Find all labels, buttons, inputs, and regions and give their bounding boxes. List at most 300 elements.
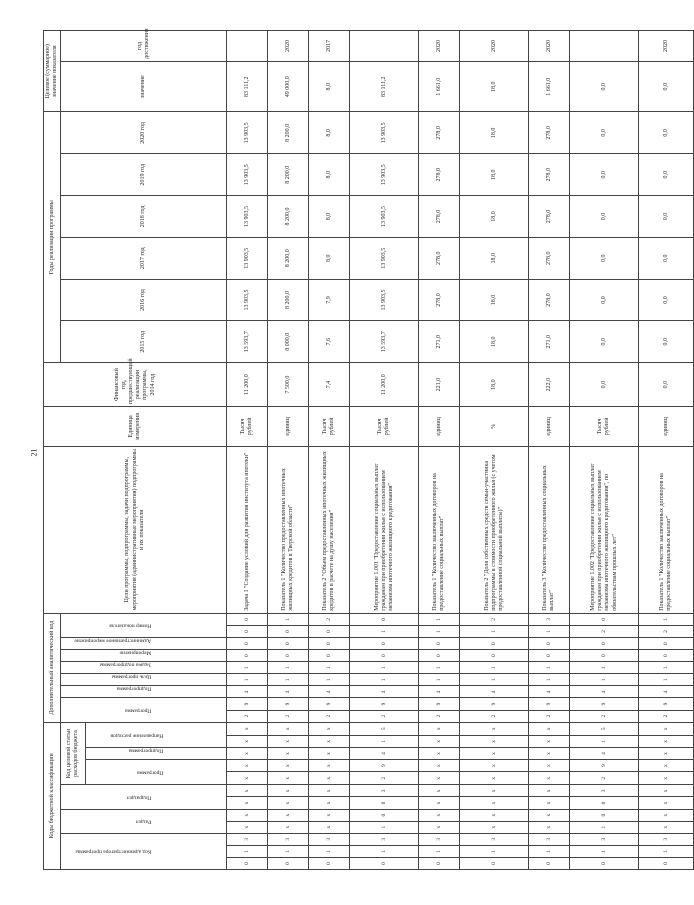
unit-cell: единиц bbox=[639, 407, 694, 447]
year-value-cell: 18,0 bbox=[460, 196, 529, 238]
code-cell: 0 bbox=[460, 638, 529, 650]
target-year-cell: 2020 bbox=[268, 31, 309, 62]
code-cell: x bbox=[419, 772, 460, 785]
code-cell: 3 bbox=[529, 833, 570, 845]
code-cell: 1 bbox=[350, 735, 419, 747]
code-cell: 2 bbox=[350, 710, 419, 722]
target-year-cell: 2020 bbox=[419, 31, 460, 62]
year-value-cell: 8,0 bbox=[309, 112, 350, 154]
code-cell: 0 bbox=[309, 650, 350, 662]
code-cell: 1 bbox=[309, 845, 350, 857]
target-value-cell: 18,0 bbox=[460, 61, 529, 112]
code-cell: 0 bbox=[570, 613, 639, 625]
extra-code-header: Дополнительный аналитический код bbox=[44, 613, 61, 722]
target-year-cell: 2020 bbox=[460, 31, 529, 62]
code-cell: 4 bbox=[350, 686, 419, 698]
year-value-cell: 18,0 bbox=[460, 237, 529, 279]
code-cell: 0 bbox=[529, 638, 570, 650]
code-cell: 9 bbox=[529, 698, 570, 710]
code-cell: 0 bbox=[268, 857, 309, 869]
code-cell: 1 bbox=[460, 674, 529, 686]
code-cell: 2 bbox=[639, 625, 694, 637]
period-header: Годы реализации программы bbox=[44, 112, 61, 363]
year-value-cell: 8 200,0 bbox=[268, 237, 309, 279]
target-value-cell: 1 661,0 bbox=[419, 61, 460, 112]
code-cell: x bbox=[309, 797, 350, 809]
code-cell: 0 bbox=[227, 613, 268, 625]
code-cell: 1 bbox=[268, 845, 309, 857]
code-cell: 1 bbox=[529, 674, 570, 686]
code-cell: 1 bbox=[227, 845, 268, 857]
target-article-header: Код целевой статьи расходов бюджета bbox=[61, 722, 86, 785]
year-value-cell: 13 903,5 bbox=[227, 279, 268, 321]
year-value-cell: 8 000,0 bbox=[268, 321, 309, 363]
code-cell: x bbox=[529, 772, 570, 785]
code-cell: x bbox=[460, 785, 529, 797]
code-cell: x bbox=[529, 797, 570, 809]
year-value-cell: 18,0 bbox=[460, 154, 529, 196]
year-2019-header: 2019 год bbox=[61, 154, 227, 196]
code-cell: 0 bbox=[570, 857, 639, 869]
year-value-cell: 278,0 bbox=[529, 237, 570, 279]
code-cell: 1 bbox=[419, 625, 460, 637]
header-row-1 bbox=[44, 31, 61, 870]
code-cell: x bbox=[529, 722, 570, 735]
code-cell: 3 bbox=[460, 833, 529, 845]
code-cell: x bbox=[529, 735, 570, 747]
table-row bbox=[529, 31, 570, 870]
code-cell: x bbox=[639, 785, 694, 797]
code-cell: 4 bbox=[227, 686, 268, 698]
expense-direction-header: Направление расходов bbox=[86, 722, 227, 747]
year-value-cell: 13 593,7 bbox=[227, 321, 268, 363]
code-cell: 1 bbox=[350, 625, 419, 637]
subprogram-header: Подпрограмма bbox=[86, 747, 227, 759]
code-cell: x bbox=[460, 821, 529, 833]
name-header: Цели программы, подпрограммы, задачи подпрограммы, мероприятия (административные мероприятия) подпрограммы и их показатели bbox=[44, 446, 227, 613]
code-cell: x bbox=[460, 809, 529, 821]
code-cell: 0 bbox=[350, 613, 419, 625]
year-value-cell: 278,0 bbox=[419, 154, 460, 196]
year-value-cell: 13 903,5 bbox=[350, 279, 419, 321]
code-cell: x bbox=[639, 747, 694, 759]
code-cell: x bbox=[227, 809, 268, 821]
code-cell: 1 bbox=[227, 674, 268, 686]
code-cell: 0 bbox=[570, 809, 639, 821]
code-cell: x bbox=[419, 722, 460, 735]
year-value-cell: 0,0 bbox=[570, 154, 639, 196]
code-cell: x bbox=[529, 809, 570, 821]
year-value-cell: 278,0 bbox=[529, 154, 570, 196]
year-value-cell: 0,0 bbox=[570, 196, 639, 238]
year-value-cell: 8 200,0 bbox=[268, 112, 309, 154]
code-cell: x bbox=[529, 747, 570, 759]
code-cell: 1 bbox=[268, 662, 309, 674]
subprogram-task-header: Задача подпрограммы bbox=[61, 662, 227, 674]
target-value-cell: 0,0 bbox=[570, 61, 639, 112]
code-cell: 1 bbox=[570, 821, 639, 833]
code-cell: x bbox=[460, 760, 529, 772]
code-cell: 0 bbox=[350, 797, 419, 809]
year-value-cell: 13 903,5 bbox=[227, 112, 268, 154]
code-cell: 0 bbox=[529, 650, 570, 662]
item-name-cell: Задача 1 "Создание условий для развития института ипотеки" bbox=[227, 446, 268, 613]
code-cell: 9 bbox=[639, 698, 694, 710]
base-year-cell: 221,0 bbox=[419, 363, 460, 407]
code-cell: 2 bbox=[309, 613, 350, 625]
unit-cell: Тысяч рублей bbox=[309, 407, 350, 447]
code-cell: x bbox=[419, 760, 460, 772]
year-value-cell: 278,0 bbox=[419, 196, 460, 238]
code-cell: 2 bbox=[227, 710, 268, 722]
page-number: 21 bbox=[29, 448, 39, 457]
year-2018-header: 2018 год bbox=[61, 196, 227, 238]
program-indicators-table bbox=[43, 30, 694, 870]
item-name-cell: Показатель 2 "Объем предоставленных ипотечных жилищных кредитов в расчете на душу населения" bbox=[309, 446, 350, 613]
code-cell: x bbox=[268, 747, 309, 759]
code-cell: x bbox=[227, 797, 268, 809]
table-row bbox=[460, 31, 529, 870]
table-row bbox=[419, 31, 460, 870]
code-cell: 4 bbox=[268, 686, 309, 698]
base-year-cell: 0,0 bbox=[639, 363, 694, 407]
year-value-cell: 18,0 bbox=[460, 112, 529, 154]
code-cell: x bbox=[227, 772, 268, 785]
code-cell: 0 bbox=[419, 650, 460, 662]
code-cell: 1 bbox=[460, 662, 529, 674]
code-cell: x bbox=[268, 760, 309, 772]
code-cell: x bbox=[309, 735, 350, 747]
code-cell: x bbox=[268, 797, 309, 809]
target-header: Целевое (суммарное) значение показателя bbox=[44, 31, 61, 113]
code-cell: 0 bbox=[350, 650, 419, 662]
target-value-cell: 49 000,0 bbox=[268, 61, 309, 112]
target-year-cell: 2020 bbox=[639, 31, 694, 62]
code-cell: 0 bbox=[419, 638, 460, 650]
code-cell: x bbox=[268, 809, 309, 821]
code-cell: 0 bbox=[529, 857, 570, 869]
target-year-header: год достижения bbox=[61, 31, 227, 62]
item-name-cell: Показатель 1 "Количество предоставленных ипотечных жилищных кредитов в Тверской области" bbox=[268, 446, 309, 613]
extra-program-header: Программа bbox=[61, 698, 227, 722]
code-cell: 3 bbox=[570, 833, 639, 845]
year-value-cell: 278,0 bbox=[419, 112, 460, 154]
year-value-cell: 7,6 bbox=[309, 321, 350, 363]
fin-year-header: Финансовый год, предшествующий реализации программы, 2014 год bbox=[44, 363, 227, 407]
code-cell: 0 bbox=[227, 857, 268, 869]
code-cell: 0 bbox=[309, 638, 350, 650]
year-value-cell: 271,0 bbox=[419, 321, 460, 363]
code-cell: 0 bbox=[419, 857, 460, 869]
table-row bbox=[570, 31, 639, 870]
target-year-cell bbox=[227, 31, 268, 62]
code-cell: 2 bbox=[570, 625, 639, 637]
code-cell: x bbox=[529, 821, 570, 833]
budget-codes-header: Коды бюджетной классификации bbox=[44, 722, 61, 869]
code-cell: 0 bbox=[639, 638, 694, 650]
code-cell: 1 bbox=[419, 613, 460, 625]
code-cell: x bbox=[419, 747, 460, 759]
code-cell: x bbox=[639, 797, 694, 809]
code-cell: 1 bbox=[419, 674, 460, 686]
item-name-cell: Мероприятие 1.002 "Предоставление социальных выплат гражданам при приобретении жилья с использованием механизма ипотечного жилищного кредитования", по обязательствам прошлых лет" bbox=[570, 446, 639, 613]
item-name-cell: Мероприятие 1.001 "Предоставление социальных выплат гражданам при приобретении жилья с использованием механизма ипотечного жилищного кредитования" bbox=[350, 446, 419, 613]
code-cell: x bbox=[268, 772, 309, 785]
code-cell: x bbox=[227, 760, 268, 772]
code-cell: x bbox=[309, 772, 350, 785]
code-cell: 1 bbox=[460, 845, 529, 857]
code-cell: 9 bbox=[268, 698, 309, 710]
code-cell: 3 bbox=[350, 833, 419, 845]
code-cell: 1 bbox=[639, 613, 694, 625]
year-value-cell: 13 903,5 bbox=[227, 196, 268, 238]
code-cell: 4 bbox=[419, 686, 460, 698]
code-cell: x bbox=[639, 821, 694, 833]
code-cell: x bbox=[419, 735, 460, 747]
code-cell: 2 bbox=[529, 710, 570, 722]
unit-cell: % bbox=[460, 407, 529, 447]
subsection-header: Подраздел bbox=[61, 785, 227, 809]
code-cell: 1 bbox=[350, 845, 419, 857]
code-cell: x bbox=[227, 735, 268, 747]
code-cell: 1 bbox=[309, 674, 350, 686]
code-cell: 0 bbox=[268, 625, 309, 637]
code-cell: x bbox=[268, 821, 309, 833]
target-value-cell: 0,0 bbox=[639, 61, 694, 112]
item-name-cell: Показатель 1 "Количество заключенных договоров на предоставление социальных выплат" bbox=[639, 446, 694, 613]
code-cell: x bbox=[460, 747, 529, 759]
year-value-cell: 0,0 bbox=[570, 112, 639, 154]
code-cell: 4 bbox=[639, 686, 694, 698]
code-cell: 1 bbox=[639, 845, 694, 857]
code-cell: 9 bbox=[419, 698, 460, 710]
year-value-cell: 278,0 bbox=[419, 279, 460, 321]
year-value-cell: 8 200,0 bbox=[268, 154, 309, 196]
year-2016-header: 2016 год bbox=[61, 279, 227, 321]
item-name-cell: Показатель 3 "Количество предоставленных социальных выплат" bbox=[529, 446, 570, 613]
code-cell: 2 bbox=[419, 710, 460, 722]
code-cell: 1 bbox=[460, 625, 529, 637]
year-value-cell: 8,0 bbox=[309, 237, 350, 279]
code-cell: 1 bbox=[350, 674, 419, 686]
year-value-cell: 0,0 bbox=[570, 321, 639, 363]
code-cell: 1 bbox=[309, 662, 350, 674]
unit-cell: единиц bbox=[529, 407, 570, 447]
target-value-cell: 83 111,2 bbox=[350, 61, 419, 112]
year-value-cell: 278,0 bbox=[529, 279, 570, 321]
year-value-cell: 13 903,5 bbox=[350, 196, 419, 238]
code-cell: 2 bbox=[309, 710, 350, 722]
year-2015-header: 2015 год bbox=[61, 321, 227, 363]
code-cell: 3 bbox=[309, 833, 350, 845]
code-cell: 3 bbox=[350, 785, 419, 797]
year-value-cell: 0,0 bbox=[639, 196, 694, 238]
code-cell: 0 bbox=[350, 809, 419, 821]
year-value-cell: 18,0 bbox=[460, 279, 529, 321]
code-cell: x bbox=[227, 821, 268, 833]
code-cell: 9 bbox=[350, 698, 419, 710]
code-cell: 1 bbox=[570, 662, 639, 674]
table-row bbox=[309, 31, 350, 870]
code-cell: 1 bbox=[570, 674, 639, 686]
code-cell: 3 bbox=[570, 785, 639, 797]
code-cell: 2 bbox=[460, 710, 529, 722]
code-cell: x bbox=[309, 809, 350, 821]
code-cell: x bbox=[227, 785, 268, 797]
base-year-cell: 18,0 bbox=[460, 363, 529, 407]
year-value-cell: 278,0 bbox=[529, 112, 570, 154]
code-cell: 1 bbox=[639, 674, 694, 686]
year-value-cell: 278,0 bbox=[529, 196, 570, 238]
code-cell: 4 bbox=[529, 686, 570, 698]
code-cell: x bbox=[227, 747, 268, 759]
year-value-cell: 0,0 bbox=[639, 154, 694, 196]
table-row bbox=[639, 31, 694, 870]
code-cell: x bbox=[639, 809, 694, 821]
code-cell: 9 bbox=[570, 760, 639, 772]
year-value-cell: 0,0 bbox=[570, 237, 639, 279]
code-cell: x bbox=[268, 722, 309, 735]
unit-cell: Тысяч рублей bbox=[350, 407, 419, 447]
code-cell: 1 bbox=[639, 662, 694, 674]
code-cell: 2 bbox=[570, 710, 639, 722]
target-value-header: значение bbox=[61, 61, 227, 112]
code-cell: x bbox=[419, 797, 460, 809]
year-value-cell: 13 903,5 bbox=[227, 237, 268, 279]
code-cell: x bbox=[309, 785, 350, 797]
code-cell: 4 bbox=[570, 686, 639, 698]
unit-cell: Тысяч рублей bbox=[570, 407, 639, 447]
code-cell: 1 bbox=[227, 662, 268, 674]
code-cell: 0 bbox=[309, 625, 350, 637]
code-cell: 1 bbox=[529, 845, 570, 857]
code-cell: 3 bbox=[227, 833, 268, 845]
code-cell: x bbox=[268, 785, 309, 797]
unit-header: Единица измерения bbox=[44, 407, 227, 447]
indicator-number-header: Номер показателя bbox=[61, 613, 227, 637]
section-header: Раздел bbox=[61, 809, 227, 833]
year-value-cell: 278,0 bbox=[419, 237, 460, 279]
code-cell: 9 bbox=[227, 698, 268, 710]
code-cell: 4 bbox=[309, 686, 350, 698]
year-2017-header: 2017 год bbox=[61, 237, 227, 279]
code-cell: 1 bbox=[419, 662, 460, 674]
year-value-cell: 271,0 bbox=[529, 321, 570, 363]
code-cell: 0 bbox=[227, 650, 268, 662]
base-year-cell: 222,0 bbox=[529, 363, 570, 407]
code-cell: x bbox=[529, 760, 570, 772]
code-cell: 1 bbox=[529, 625, 570, 637]
code-cell: 0 bbox=[460, 857, 529, 869]
base-year-cell: 11 200,0 bbox=[350, 363, 419, 407]
code-cell: 2 bbox=[350, 772, 419, 785]
year-value-cell: 13 593,7 bbox=[350, 321, 419, 363]
code-cell: 1 bbox=[350, 821, 419, 833]
code-cell: x bbox=[460, 772, 529, 785]
code-cell: x bbox=[309, 722, 350, 735]
code-cell: 0 bbox=[268, 650, 309, 662]
code-cell: 3 bbox=[529, 613, 570, 625]
code-cell: 2 bbox=[268, 710, 309, 722]
code-cell: 2 bbox=[460, 613, 529, 625]
code-cell: 0 bbox=[639, 650, 694, 662]
unit-cell: Тысяч рублей bbox=[227, 407, 268, 447]
code-cell: 3 bbox=[419, 833, 460, 845]
base-year-cell: 7 500,0 bbox=[268, 363, 309, 407]
code-cell: 1 bbox=[570, 735, 639, 747]
target-value-cell: 8,0 bbox=[309, 61, 350, 112]
code-cell: x bbox=[529, 785, 570, 797]
code-cell: x bbox=[309, 747, 350, 759]
code-cell: 3 bbox=[639, 833, 694, 845]
admin-code-header: Код администратора программы bbox=[61, 833, 227, 869]
target-year-cell bbox=[570, 31, 639, 62]
year-value-cell: 0,0 bbox=[570, 279, 639, 321]
code-cell: x bbox=[460, 797, 529, 809]
year-value-cell: 0,0 bbox=[639, 279, 694, 321]
code-cell: 0 bbox=[350, 857, 419, 869]
code-cell: 0 bbox=[227, 625, 268, 637]
code-cell: 0 bbox=[268, 638, 309, 650]
base-year-cell: 0,0 bbox=[570, 363, 639, 407]
year-value-cell: 18,0 bbox=[460, 321, 529, 363]
year-value-cell: 8 200,0 bbox=[268, 196, 309, 238]
year-value-cell: 13 903,5 bbox=[227, 154, 268, 196]
table-row bbox=[350, 31, 419, 870]
code-cell: 0 bbox=[350, 638, 419, 650]
code-cell: x bbox=[639, 760, 694, 772]
base-year-cell: 11 200,0 bbox=[227, 363, 268, 407]
item-name-cell: Показатель 2 "Доля собственных средств семьи-участника подпрограммы в стоимости приобретенного жилья (с учетом предоставленной социальной выплаты)" bbox=[460, 446, 529, 613]
code-cell: 0 bbox=[570, 650, 639, 662]
target-year-cell bbox=[350, 31, 419, 62]
code-cell: 1 bbox=[350, 662, 419, 674]
code-cell: 1 bbox=[268, 613, 309, 625]
code-cell: 1 bbox=[419, 845, 460, 857]
year-value-cell: 13 903,5 bbox=[350, 112, 419, 154]
code-cell: 0 bbox=[639, 857, 694, 869]
year-value-cell: 0,0 bbox=[639, 112, 694, 154]
base-year-cell: 7,4 bbox=[309, 363, 350, 407]
code-cell: x bbox=[639, 735, 694, 747]
code-cell: x bbox=[419, 821, 460, 833]
code-cell: 1 bbox=[529, 662, 570, 674]
code-cell: 2 bbox=[639, 710, 694, 722]
item-name-cell: Показатель 1 "Количество заключенных договоров на предоставление социальных выплат" bbox=[419, 446, 460, 613]
year-value-cell: 8 200,0 bbox=[268, 279, 309, 321]
code-cell: 9 bbox=[570, 698, 639, 710]
code-cell: 4 bbox=[570, 747, 639, 759]
unit-cell: единиц bbox=[419, 407, 460, 447]
code-cell: 9 bbox=[350, 760, 419, 772]
code-cell: x bbox=[419, 809, 460, 821]
target-year-cell: 2017 bbox=[309, 31, 350, 62]
code-cell: 0 bbox=[570, 638, 639, 650]
code-cell: x bbox=[268, 735, 309, 747]
code-cell: x bbox=[309, 821, 350, 833]
program-goal-header: Цель программы bbox=[61, 674, 227, 686]
code-cell: x bbox=[227, 722, 268, 735]
code-cell: x bbox=[309, 760, 350, 772]
code-cell: x bbox=[639, 722, 694, 735]
year-value-cell: 7,9 bbox=[309, 279, 350, 321]
code-cell: 0 bbox=[227, 638, 268, 650]
program-header: Программа bbox=[86, 760, 227, 785]
code-cell: x bbox=[639, 772, 694, 785]
target-year-cell: 2020 bbox=[529, 31, 570, 62]
document-sheet bbox=[43, 28, 673, 870]
code-cell: x bbox=[419, 785, 460, 797]
